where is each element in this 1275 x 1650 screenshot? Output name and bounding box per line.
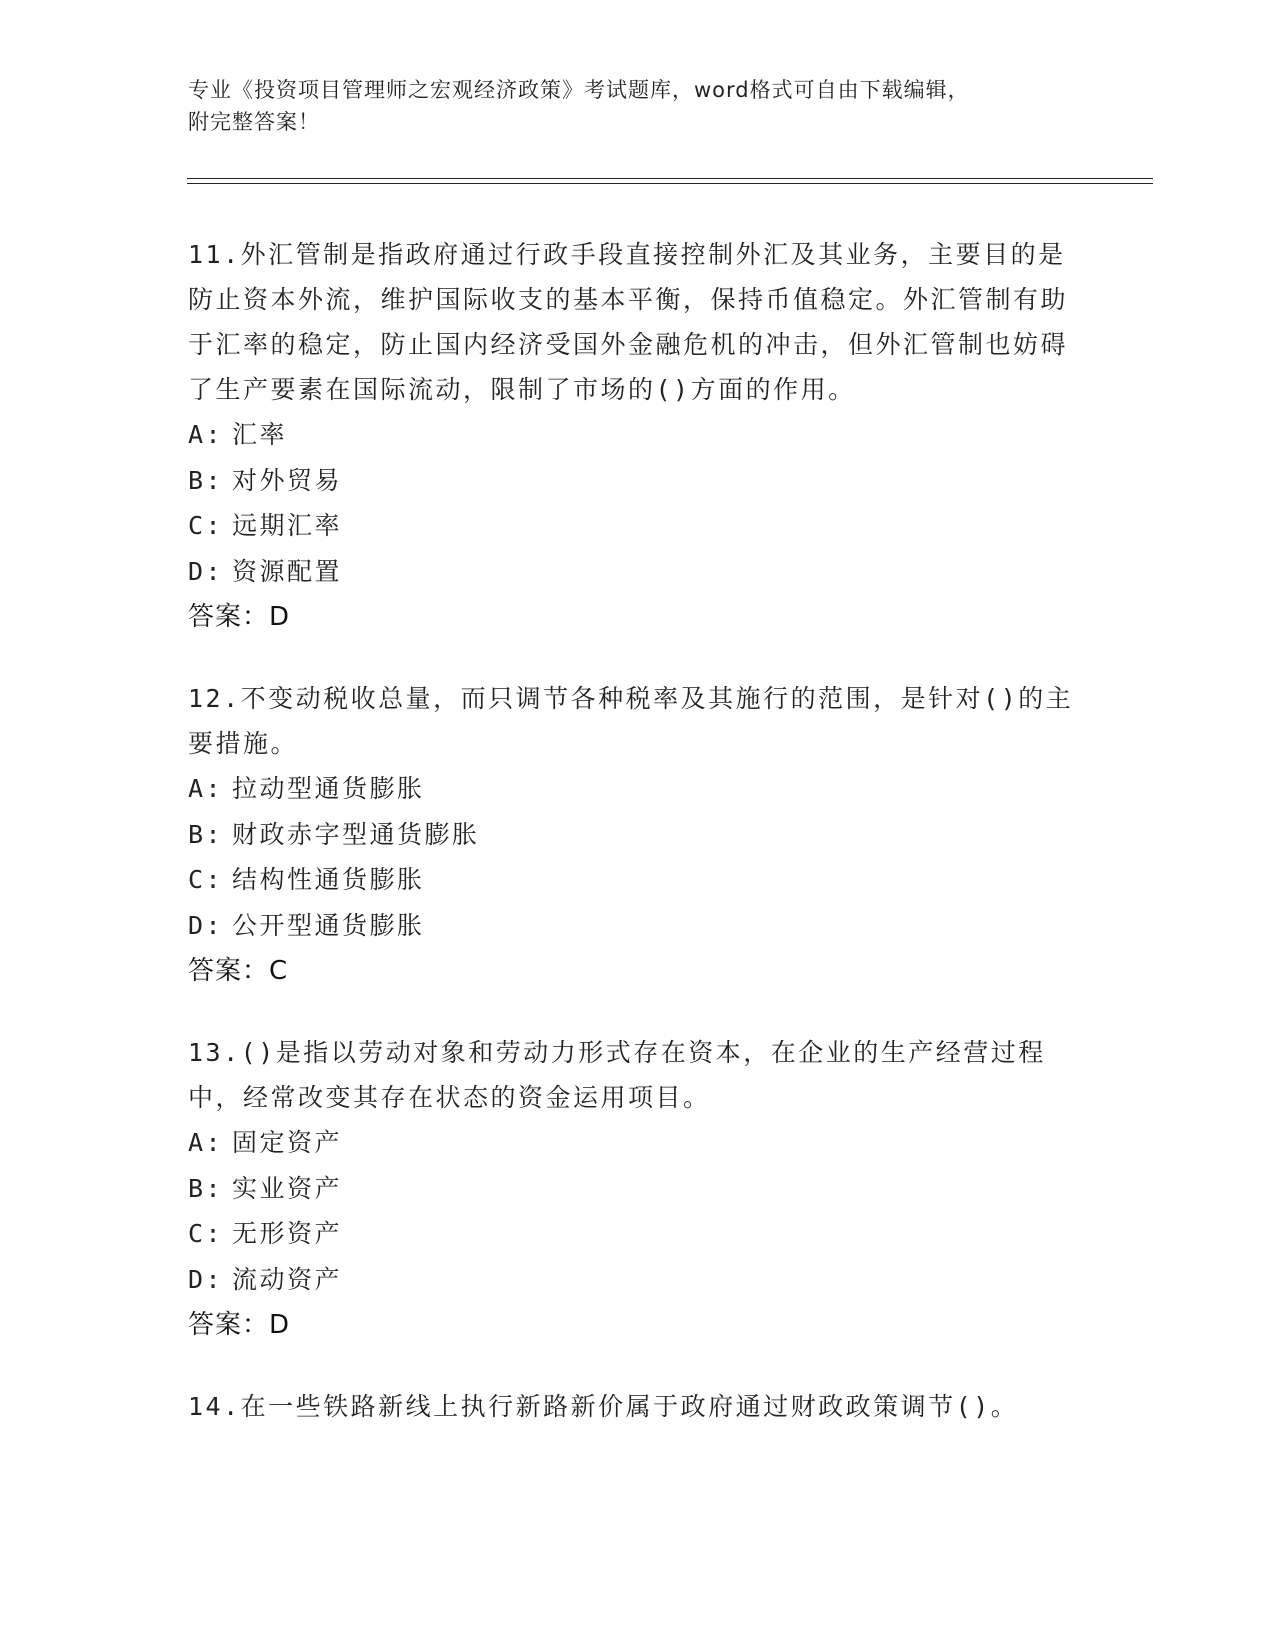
- option-a: [188, 412, 1088, 458]
- option-d: [188, 549, 1088, 595]
- header-line-2: 附完整答案！: [188, 110, 320, 134]
- option-text: 公开型通货膨胀: [232, 910, 425, 940]
- option-text: 流动资产: [232, 1264, 343, 1294]
- answer-label: 答案：D: [188, 1310, 291, 1340]
- question-stem: 11.外汇管制是指政府通过行政手段直接控制外汇及其业务，主要目的是防止资本外流，维护国际收支的基本平衡，保持币值稳定。外汇管制有助于汇率的稳定，防止国内经济受国外金融危机的冲击，但外汇管制也妨碍了生产要素在国际流动，限制了市场的()方面的作用。: [188, 240, 1069, 404]
- option-key: A:: [188, 420, 224, 449]
- question-stem: 12.不变动税收总量，而只调节各种税率及其施行的范围，是针对()的主要措施。: [188, 684, 1074, 758]
- header-divider-top: [187, 178, 1153, 179]
- question-stem: 14.在一些铁路新线上执行新路新价属于政府通过财政政策调节()。: [188, 1392, 1019, 1421]
- option-key: A:: [188, 774, 224, 803]
- option-a: [188, 1120, 1088, 1166]
- option-key: D:: [188, 910, 224, 940]
- question-list: [188, 232, 1088, 1465]
- option-key: D:: [188, 1264, 224, 1294]
- question-12: [188, 676, 1088, 994]
- option-key: C:: [188, 511, 224, 540]
- option-a: [188, 766, 1088, 812]
- option-c: [188, 857, 1088, 903]
- question-11: [188, 232, 1088, 640]
- option-text: 财政赤字型通货膨胀: [232, 819, 480, 849]
- option-text: 远期汇率: [232, 511, 343, 540]
- question-14: [188, 1384, 1088, 1429]
- document-header: [188, 74, 1068, 138]
- option-text: 实业资产: [232, 1173, 343, 1203]
- option-c: [188, 503, 1088, 549]
- option-d: [188, 1257, 1088, 1303]
- option-c: [188, 1211, 1088, 1257]
- option-key: B:: [188, 465, 224, 495]
- option-b: [188, 458, 1088, 504]
- option-text: 拉动型通货膨胀: [232, 774, 425, 803]
- option-d: [188, 903, 1088, 949]
- option-key: C:: [188, 1219, 224, 1248]
- option-key: C:: [188, 865, 224, 894]
- option-key: B:: [188, 819, 224, 849]
- option-key: D:: [188, 556, 224, 586]
- option-text: 无形资产: [232, 1219, 343, 1248]
- answer-label: 答案：C: [188, 956, 289, 986]
- option-b: [188, 1166, 1088, 1212]
- option-b: [188, 812, 1088, 858]
- option-text: 固定资产: [232, 1128, 343, 1157]
- option-key: B:: [188, 1173, 224, 1203]
- option-text: 结构性通货膨胀: [232, 865, 425, 894]
- header-line-1: 专业《投资项目管理师之宏观经济政策》考试题库，word格式可自由下载编辑，: [188, 78, 970, 102]
- header-divider-bottom: [187, 183, 1153, 184]
- option-text: 对外贸易: [232, 465, 343, 495]
- question-13: [188, 1030, 1088, 1348]
- answer-label: 答案：D: [188, 602, 291, 632]
- option-key: A:: [188, 1128, 224, 1157]
- option-text: 资源配置: [232, 556, 343, 586]
- option-text: 汇率: [232, 420, 288, 449]
- question-stem: 13.()是指以劳动对象和劳动力形式存在资本，在企业的生产经营过程中，经常改变其存在状态的资金运用项目。: [188, 1038, 1046, 1112]
